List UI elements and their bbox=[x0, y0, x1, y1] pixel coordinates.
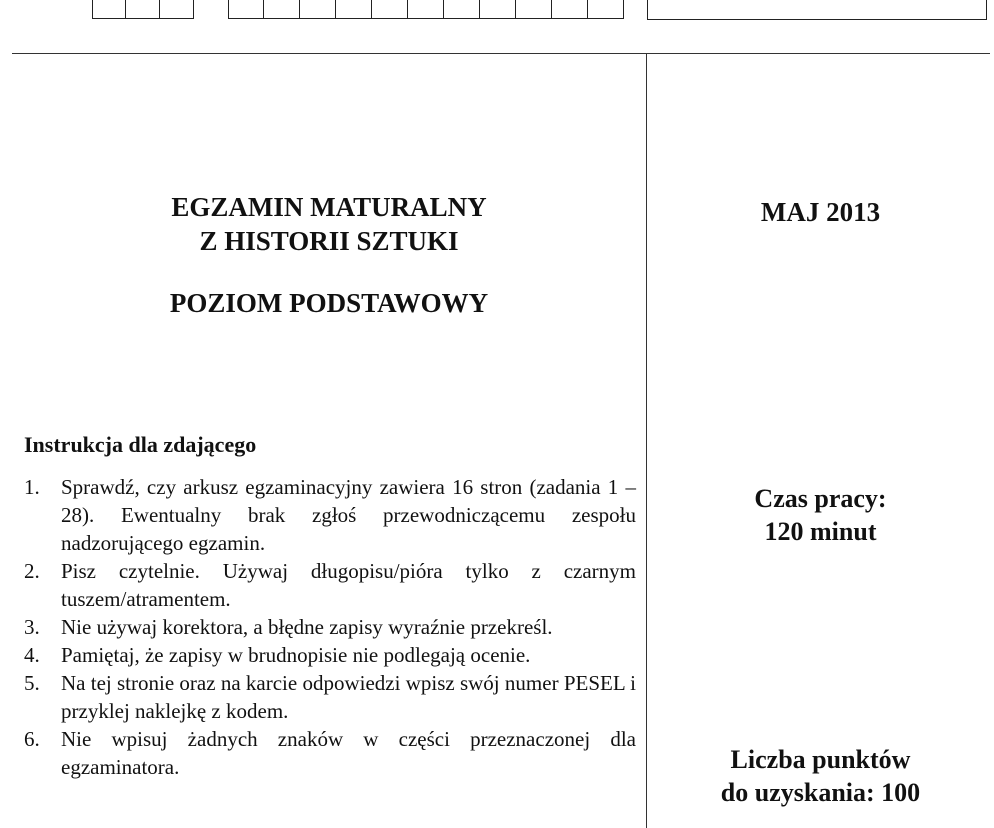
points-info bbox=[647, 743, 994, 809]
instruction-number: 2. bbox=[24, 559, 40, 583]
pesel-box bbox=[552, 0, 588, 19]
points-label: Liczba punktów bbox=[730, 745, 911, 774]
instruction-number: 6. bbox=[24, 727, 40, 751]
pesel-box bbox=[588, 0, 624, 19]
time-info bbox=[647, 482, 994, 548]
instruction-item bbox=[24, 669, 636, 725]
pesel-boxes bbox=[228, 0, 624, 20]
instruction-text: Na tej stronie oraz na karcie odpowiedzi wpisz swój numer PESEL i przyklej naklejkę z kodem. bbox=[61, 671, 636, 723]
exam-title bbox=[12, 190, 646, 258]
instruction-text: Pisz czytelnie. Używaj długopisu/pióra tylko z czarnym tuszem/atramentem. bbox=[61, 559, 636, 611]
instruction-item bbox=[24, 473, 636, 557]
instruction-text: Sprawdź, czy arkusz egzaminacyjny zawiera 16 stron (zadania 1 – 28). Ewentualny brak zgłoś przewodniczącemu zespołu nadzorującego egzamin. bbox=[61, 475, 636, 555]
exam-level: POZIOM PODSTAWOWY bbox=[169, 288, 489, 318]
instruction-text: Nie wpisuj żadnych znaków w części przeznaczonej dla egzaminatora. bbox=[61, 727, 636, 779]
exam-title-line2: Z HISTORII SZTUKI bbox=[199, 226, 459, 256]
exam-title-line1: EGZAMIN MATURALNY bbox=[171, 192, 487, 222]
vertical-divider bbox=[646, 53, 647, 828]
code-boxes bbox=[92, 0, 194, 20]
pesel-box bbox=[480, 0, 516, 19]
instruction-number: 3. bbox=[24, 615, 40, 639]
instruction-item bbox=[24, 557, 636, 613]
pesel-box bbox=[336, 0, 372, 19]
instruction-number: 1. bbox=[24, 475, 40, 499]
code-box bbox=[126, 0, 160, 19]
points-value: do uzyskania: 100 bbox=[720, 778, 921, 807]
sticker-box bbox=[647, 0, 987, 20]
instruction-item bbox=[24, 641, 636, 669]
instructions-heading: Instrukcja dla zdającego bbox=[24, 432, 257, 457]
pesel-box bbox=[444, 0, 480, 19]
code-box bbox=[160, 0, 194, 19]
pesel-box bbox=[408, 0, 444, 19]
pesel-box bbox=[516, 0, 552, 19]
horizontal-divider bbox=[12, 53, 990, 54]
time-value: 120 minut bbox=[764, 517, 877, 546]
instruction-item bbox=[24, 725, 636, 781]
instruction-number: 4. bbox=[24, 643, 40, 667]
instruction-text: Pamiętaj, że zapisy w brudnopisie nie podlegają ocenie. bbox=[61, 643, 531, 667]
pesel-box bbox=[228, 0, 264, 19]
pesel-box bbox=[264, 0, 300, 19]
exam-date: MAJ 2013 bbox=[760, 197, 881, 227]
pesel-box bbox=[300, 0, 336, 19]
instruction-text: Nie używaj korektora, a błędne zapisy wyraźnie przekreśl. bbox=[61, 615, 553, 639]
pesel-box bbox=[372, 0, 408, 19]
code-box bbox=[92, 0, 126, 19]
instructions-list bbox=[24, 473, 636, 781]
instruction-item bbox=[24, 613, 636, 641]
instruction-number: 5. bbox=[24, 671, 40, 695]
time-label: Czas pracy: bbox=[754, 484, 887, 513]
